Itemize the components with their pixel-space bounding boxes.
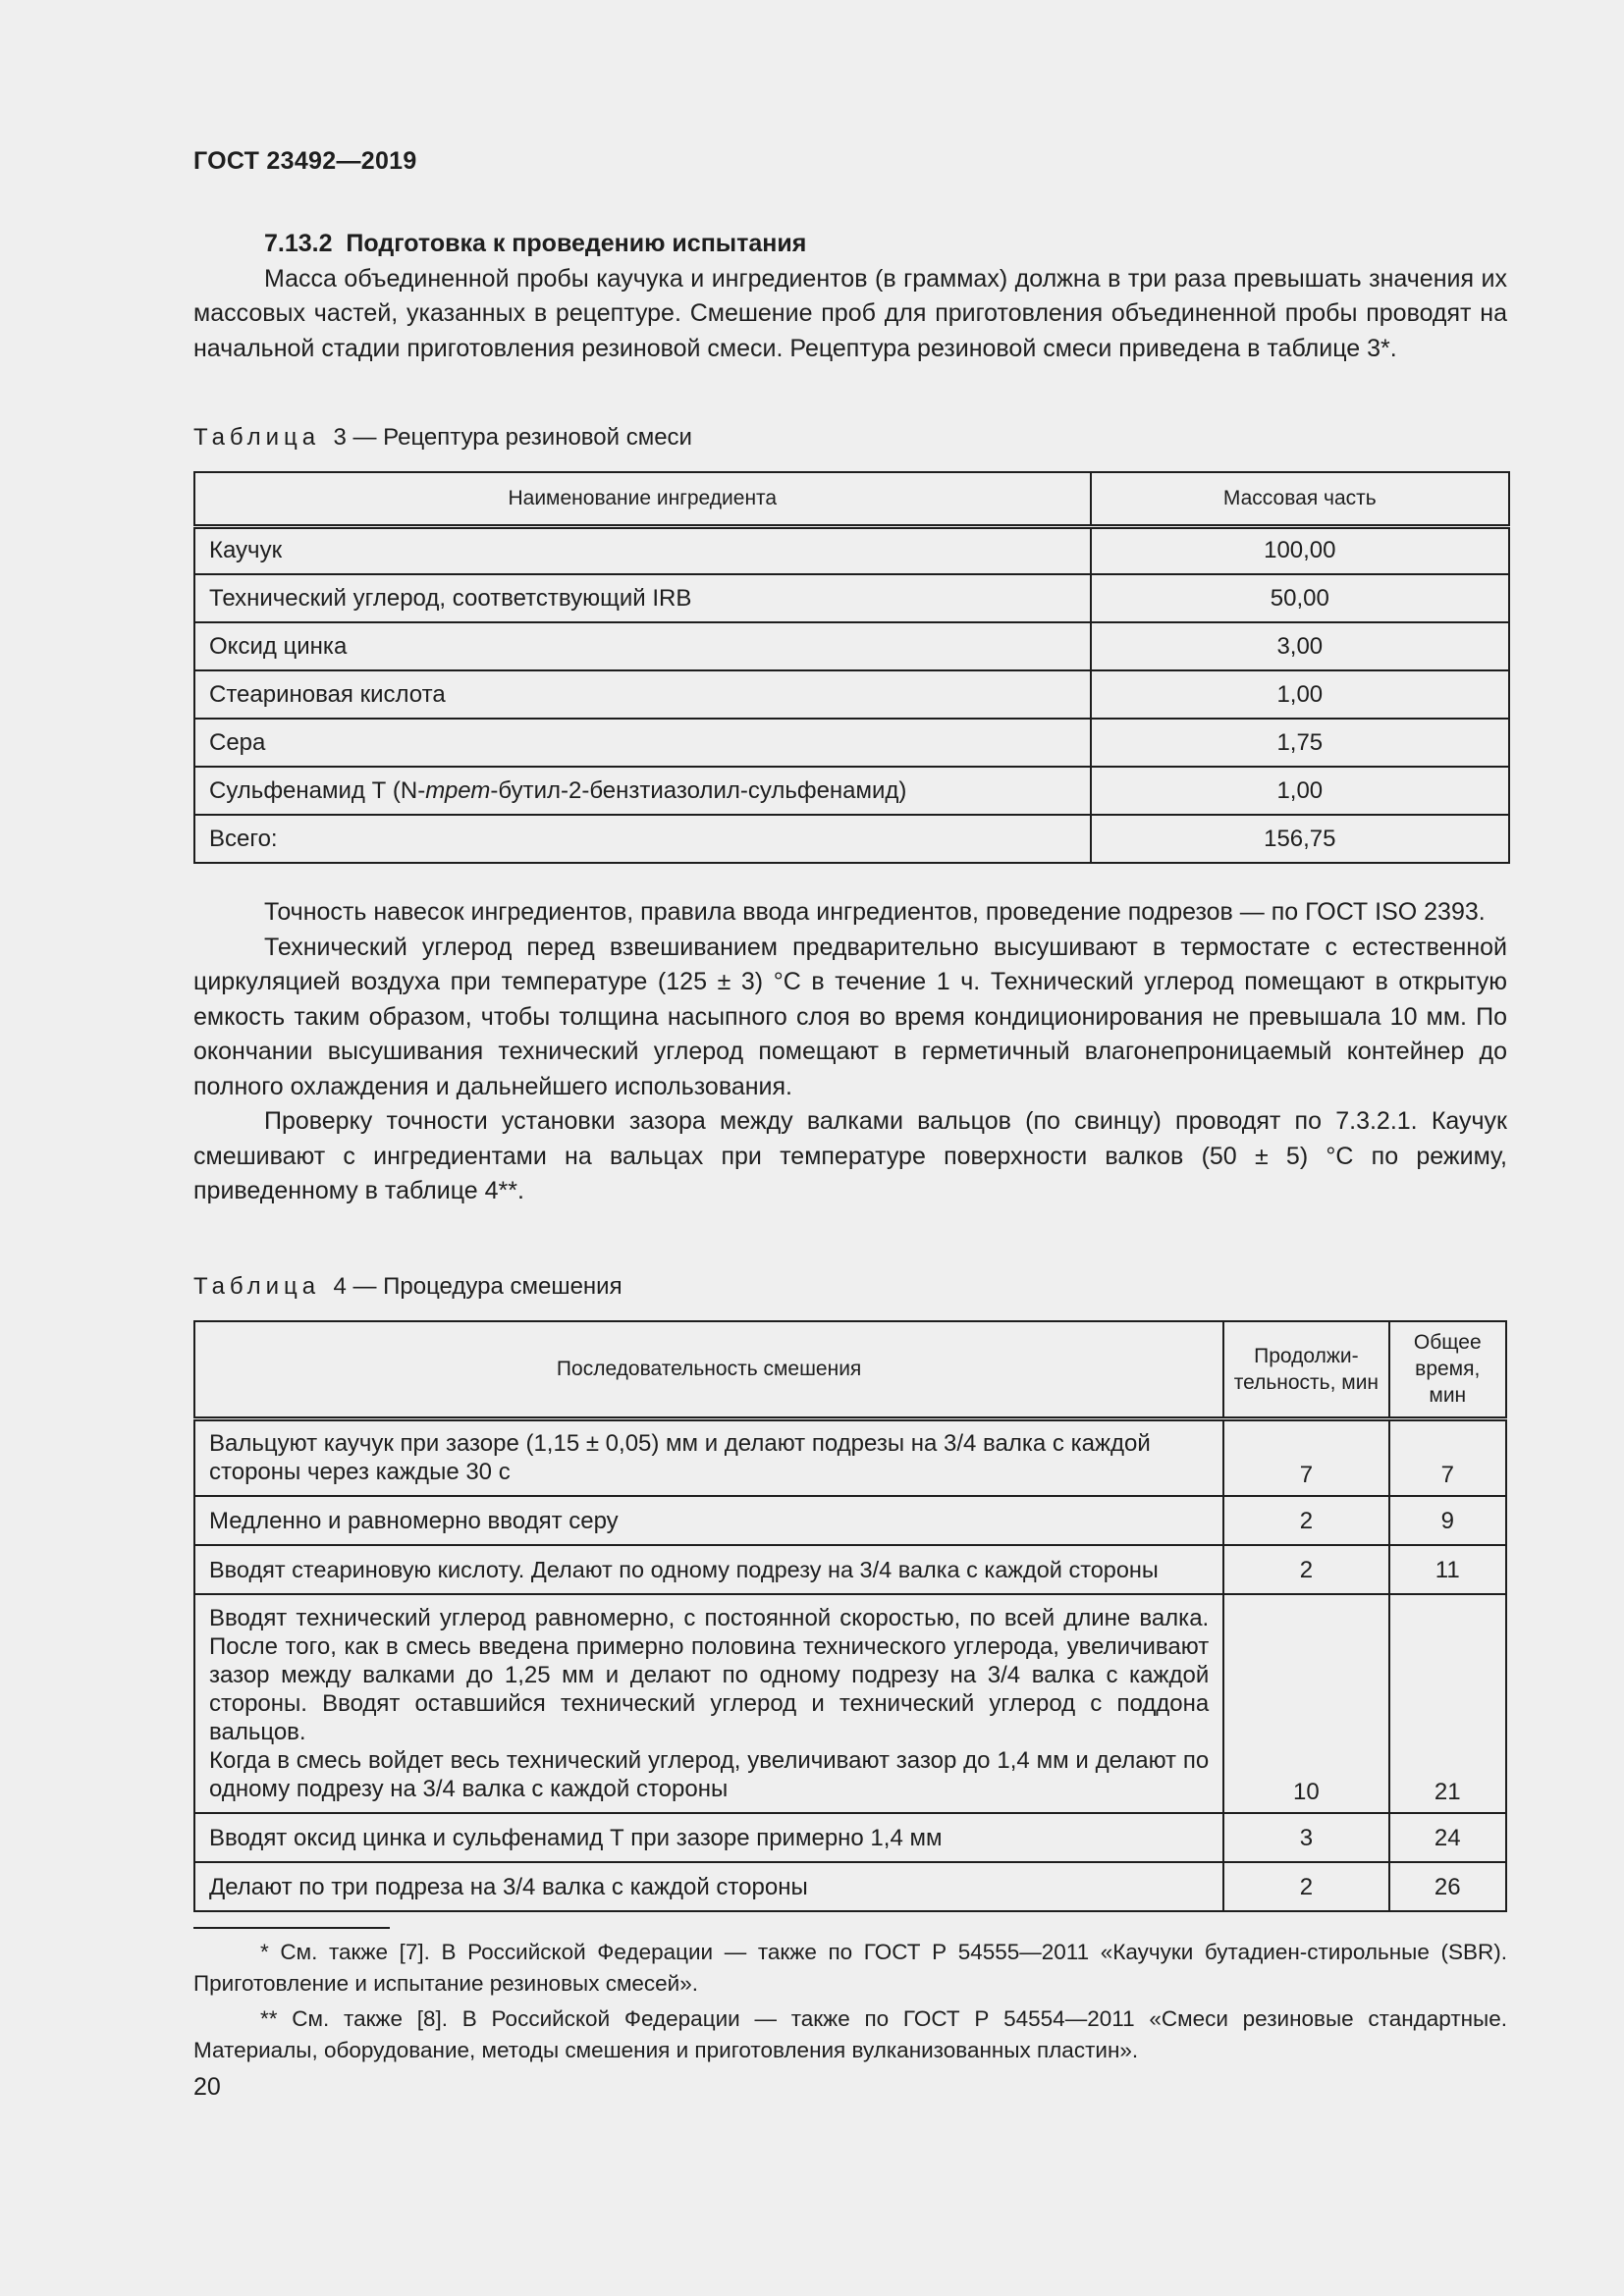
step-duration: 2 <box>1223 1545 1388 1594</box>
ingredient-mass: 1,75 <box>1091 719 1509 767</box>
page-number: 20 <box>193 2073 221 2101</box>
total-mass: 156,75 <box>1091 815 1509 863</box>
step-description-part: Вводят технический углерод равномерно, с постоянной скоростью, по всей длине валка. После того, как в смесь введена примерно половина технического углерода, увеличивают зазор между валками до 1,25 мм и делают по одному подрезу на 3/4 валка с каждой стороны. Вводят оставшийся технический углерод и технический углерод с поддона вальцов. <box>209 1605 1210 1745</box>
table-row <box>194 719 1509 767</box>
table-3-header-ingredient: Наименование ингредиента <box>194 472 1091 526</box>
ingredient-name-italic: трет <box>425 776 491 804</box>
step-description: Вводят стеариновую кислоту. Делают по одному подрезу на 3/4 валка с каждой стороны <box>194 1545 1223 1594</box>
total-label: Всего: <box>194 815 1091 863</box>
footnote-text: См. также [8]. В Российской Федерации — также по ГОСТ Р 54554—2011 «Смеси резиновые стандартные. Материалы, оборудование, методы смешения и приготовления вулканизованных пластин». <box>193 2006 1507 2062</box>
section-7-13-2 <box>193 227 1507 366</box>
ingredient-name: Каучук <box>194 526 1091 574</box>
section-number: 7.13.2 <box>264 230 333 257</box>
step-total-time: 11 <box>1389 1545 1506 1594</box>
table-row <box>194 670 1509 719</box>
table-row <box>194 1418 1506 1496</box>
table-4-caption-word: Таблица <box>193 1273 321 1300</box>
table-4-header-total: Общее время, мин <box>1389 1321 1506 1418</box>
ingredient-name: Оксид цинка <box>194 622 1091 670</box>
ingredient-name-part: -бутил-2-бензтиазолил-сульфенамид) <box>490 776 907 804</box>
paragraph-accuracy: Точность навесок ингредиентов, правила ввода ингредиентов, проведение подрезов — по ГОСТ ISO 2393. <box>264 898 1486 926</box>
paragraph-carbon-drying: Технический углерод перед взвешиванием предварительно высушивают в термостате с естественной циркуляцией воздуха при температуре (125 ± 3) °С в течение 1 ч. Технический углерод помещают в открытую емкость таким образом, чтобы толщина насыпного слоя во время кондиционирования не превышала 10 мм. По окончании высушивания технический углерод помещают в герметичный влагонепроницаемый контейнер до полного охлаждения и дальнейшего использования. <box>193 933 1507 1100</box>
step-duration: 3 <box>1223 1813 1388 1862</box>
table-3-caption <box>193 424 692 452</box>
step-duration: 2 <box>1223 1496 1388 1545</box>
ingredient-name-part: Сульфенамид Т (N- <box>209 776 426 804</box>
step-description-part: Когда в смесь войдет весь технический углерод, увеличивают зазор до 1,4 мм и делают по одному подрезу на 3/4 валка с каждой стороны <box>209 1747 1210 1802</box>
step-description <box>194 1594 1223 1813</box>
footnote <box>193 2003 1507 2066</box>
ingredient-mass: 50,00 <box>1091 574 1509 622</box>
step-description: Вальцуют каучук при зазоре (1,15 ± 0,05) мм и делают подрезы на 3/4 валка с каждой стороны через каждые 30 с <box>194 1418 1223 1496</box>
step-description: Вводят оксид цинка и сульфенамид Т при зазоре примерно 1,4 мм <box>194 1813 1223 1862</box>
table-row <box>194 767 1509 815</box>
section-title: Подготовка к проведению испытания <box>346 230 807 257</box>
footnote-text: См. также [7]. В Российской Федерации — также по ГОСТ Р 54555—2011 «Каучуки бутадиен-стирольные (SBR). Приготовление и испытание резиновых смесей». <box>193 1940 1507 1996</box>
table-row <box>194 526 1509 574</box>
step-duration: 10 <box>1223 1594 1388 1813</box>
footnote <box>193 1937 1507 2000</box>
table-4-caption-text: 4 — Процедура смешения <box>333 1273 623 1300</box>
table-row <box>194 1594 1506 1813</box>
table-row-total <box>194 815 1509 863</box>
step-duration: 2 <box>1223 1862 1388 1911</box>
step-duration: 7 <box>1223 1418 1388 1496</box>
table-row <box>194 1862 1506 1911</box>
table-row <box>194 1813 1506 1862</box>
table-row <box>194 1545 1506 1594</box>
ingredient-mass: 1,00 <box>1091 670 1509 719</box>
table-3-caption-text: 3 — Рецептура резиновой смеси <box>333 424 692 451</box>
table-4-header-duration: Продолжи-тельность, мин <box>1223 1321 1388 1418</box>
ingredient-mass: 100,00 <box>1091 526 1509 574</box>
table-4-mixing-procedure <box>193 1320 1507 1912</box>
document-id-header: ГОСТ 23492—2019 <box>193 147 417 175</box>
ingredient-mass: 1,00 <box>1091 767 1509 815</box>
table-row <box>194 622 1509 670</box>
step-total-time: 9 <box>1389 1496 1506 1545</box>
step-total-time: 26 <box>1389 1862 1506 1911</box>
table-3-caption-word: Таблица <box>193 424 321 451</box>
section-intro-paragraph: Масса объединенной пробы каучука и ингредиентов (в граммах) должна в три раза превышать значения их массовых частей, указанных в рецептуре. Смешение проб для приготовления объединенной пробы проводят на начальной стадии приготовления резиновой смеси. Рецептура резиновой смеси приведена в таблице 3*. <box>193 264 1507 362</box>
ingredient-name: Стеариновая кислота <box>194 670 1091 719</box>
ingredient-name: Технический углерод, соответствующий IRB <box>194 574 1091 622</box>
table-3-recipe <box>193 471 1510 864</box>
body-paragraphs <box>193 895 1507 1209</box>
step-total-time: 24 <box>1389 1813 1506 1862</box>
table-4-header-sequence: Последовательность смешения <box>194 1321 1223 1418</box>
footnote-mark: ** <box>260 2006 278 2031</box>
table-4-caption <box>193 1273 623 1301</box>
ingredient-name <box>194 767 1091 815</box>
step-description: Делают по три подреза на 3/4 валка с каждой стороны <box>194 1862 1223 1911</box>
footnote-mark: * <box>260 1940 269 1964</box>
ingredient-mass: 3,00 <box>1091 622 1509 670</box>
paragraph-gap-check: Проверку точности установки зазора между валками вальцов (по свинцу) проводят по 7.3.2.1. Каучук смешивают с ингредиентами на вальцах при температуре поверхности валков (50 ± 5) °С по режиму, приведенному в таблице 4**. <box>193 1107 1507 1204</box>
step-total-time: 7 <box>1389 1418 1506 1496</box>
section-heading <box>193 227 1507 262</box>
table-row <box>194 1496 1506 1545</box>
footnote-separator <box>193 1927 390 1929</box>
ingredient-name: Сера <box>194 719 1091 767</box>
footnotes <box>193 1937 1507 2070</box>
step-description: Медленно и равномерно вводят серу <box>194 1496 1223 1545</box>
table-3-header-mass: Массовая часть <box>1091 472 1509 526</box>
step-total-time: 21 <box>1389 1594 1506 1813</box>
table-row <box>194 574 1509 622</box>
